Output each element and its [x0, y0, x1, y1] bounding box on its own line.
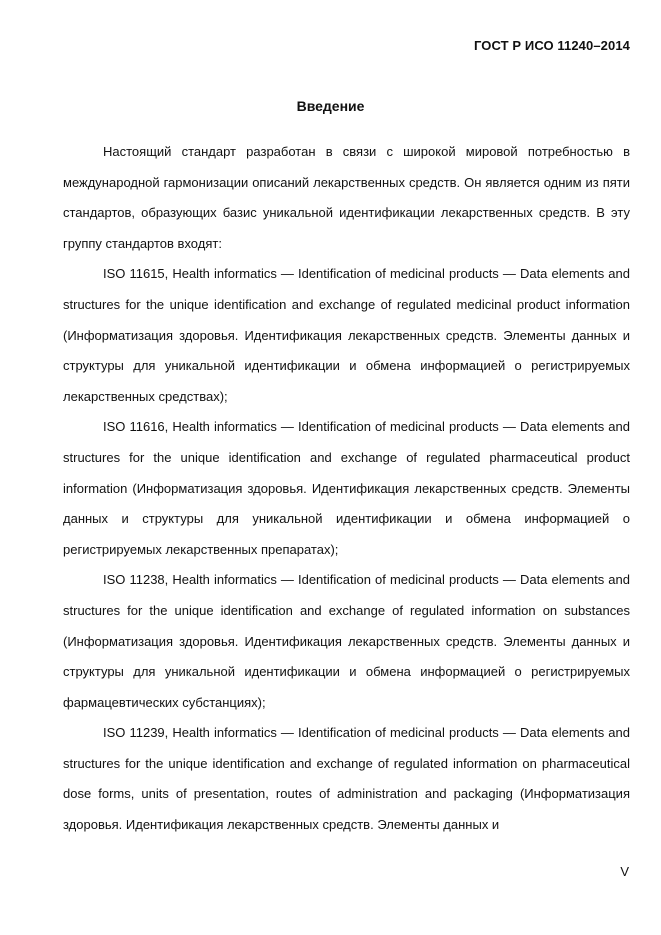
paragraph-iso-11616: ISO 11616, Health informatics — Identification of medicinal products — Data elements and structures for the unique identification and exchange of regulated pharmaceutical product information (Информатизация здоровья. Идентификация лекарственных средств. Элементы данных и структуры для уникальной идентификации и обмена информацией о регистрируемых лекарственных препаратах);	[63, 419, 630, 557]
section-title: Введение	[296, 98, 365, 114]
paragraph-iso-11615: ISO 11615, Health informatics — Identification of medicinal products — Data elements and structures for the unique identification and exchange of regulated medicinal product information (Информатизация здоровья. Идентификация лекарственных средств. Элементы данных и структуры для уникальной идентификации и обмена информацией о регистрируемых лекарственных средствах);	[63, 266, 630, 404]
body-text	[63, 137, 630, 841]
paragraph-iso-11238: ISO 11238, Health informatics — Identification of medicinal products — Data elements and structures for the unique identification and exchange of regulated information on substances (Информатизация здоровья. Идентификация лекарственных средств. Элементы данных и структуры для уникальной идентификации и обмена информацией о регистрируемых фармацевтических субстанциях);	[63, 572, 630, 710]
page-number: V	[620, 864, 629, 879]
paragraph-intro: Настоящий стандарт разработан в связи с широкой мировой потребностью в международной гармонизации описаний лекарственных средств. Он является одним из пяти стандартов, образующих базис уникальной идентификации лекарственных средств. В эту группу стандартов входят:	[63, 144, 630, 251]
document-code-header: ГОСТ Р ИСО 11240–2014	[473, 38, 630, 53]
paragraph-iso-11239: ISO 11239, Health informatics — Identification of medicinal products — Data elements and structures for the unique identification and exchange of regulated information on pharmaceutical dose forms, units of presentation, routes of administration and packaging (Информатизация здоровья. Идентификация лекарственных средств. Элементы данных и	[63, 725, 630, 833]
